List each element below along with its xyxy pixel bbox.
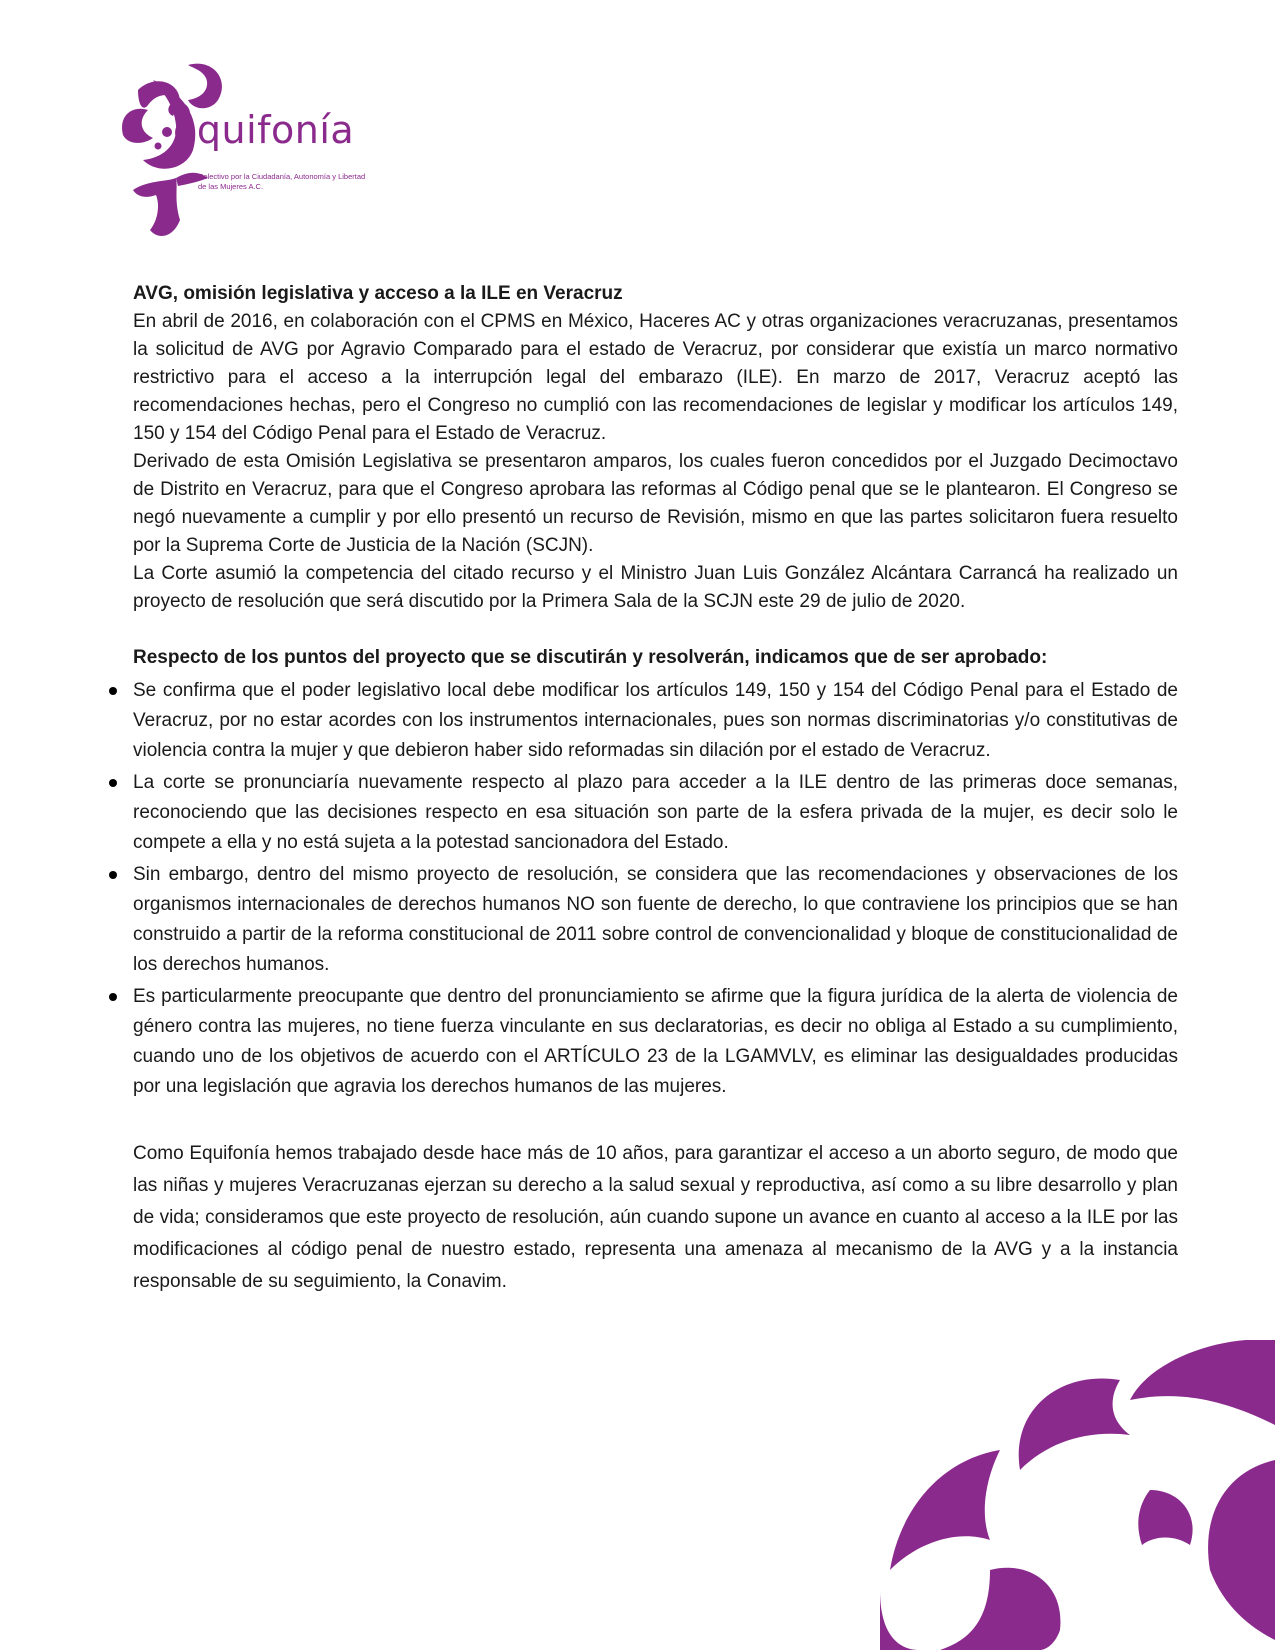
bullet-icon bbox=[109, 993, 117, 1001]
list-item-text: Sin embargo, dentro del mismo proyecto de resolución, se considera que las recomendaciones y observaciones de los organismos internacionales de derechos humanos NO son fuente de derecho, lo que contraviene los principios que se han construido a partir de la reforma constitucional de 2011 sobre control de convencionalidad y bloque de constitucionalidad de los derechos humanos. bbox=[133, 864, 1178, 975]
project-points-list bbox=[133, 676, 1178, 1102]
paragraph: Derivado de esta Omisión Legislativa se presentaron amparos, los cuales fueron concedidos por el Juzgado Decimoctavo de Distrito en Veracruz, para que el Congreso aprobara las reformas al Código penal que se le plantearon. El Congreso se negó nuevamente a cumplir y por ello presentó un recurso de Revisión, mismo en que las partes solicitaron fuera resuelto por la Suprema Corte de Justicia de la Nación (SCJN). bbox=[133, 451, 1178, 556]
equifonia-logo bbox=[118, 60, 378, 245]
bullet-icon bbox=[109, 871, 117, 879]
decorative-swirl-icon bbox=[880, 1340, 1275, 1650]
bullet-icon bbox=[109, 687, 117, 695]
logo-tagline: Colectivo por la Ciudadanía, Autonomía y Libertad de las Mujeres A.C. bbox=[198, 172, 366, 191]
section-title-project-points: Respecto de los puntos del proyecto que se discutirán y resolverán, indicamos que de ser aprobado: bbox=[133, 647, 1048, 668]
list-item bbox=[133, 676, 1178, 766]
paragraph: La Corte asumió la competencia del citado recurso y el Ministro Juan Luis González Alcántara Carrancá ha realizado un proyecto de resolución que será discutido por la Primera Sala de la SCJN este 29 de julio de 2020. bbox=[133, 563, 1178, 612]
logo-wordmark: equifonía bbox=[173, 108, 355, 152]
spacer bbox=[133, 616, 1178, 644]
list-item bbox=[133, 860, 1178, 980]
list-item bbox=[133, 768, 1178, 858]
list-item-text: Es particularmente preocupante que dentro del pronunciamiento se afirme que la figura jurídica de la alerta de violencia de género contra las mujeres, no tiene fuerza vinculante en sus declaratorias, es decir no obliga al Estado a su cumplimiento, cuando uno de los objetivos de acuerdo con el ARTÍCULO 23 de la LGAMVLV, es eliminar las desigualdades producidas por una legislación que agravia los derechos humanos de las mujeres. bbox=[133, 986, 1178, 1097]
list-item-text: Se confirma que el poder legislativo local debe modificar los artículos 149, 150 y 154 del Código Penal para el Estado de Veracruz, por no estar acordes con los instrumentos internacionales, pues son normas discriminatorias y/o constitutivas de violencia contra la mujer y que debieron haber sido reformadas sin dilación por el estado de Veracruz. bbox=[133, 680, 1178, 761]
closing-paragraph: Como Equifonía hemos trabajado desde hace más de 10 años, para garantizar el acceso a un aborto seguro, de modo que las niñas y mujeres Veracruzanas ejerzan su derecho a la salud sexual y reproductiva, así como a su libre desarrollo y plan de vida; consideramos que este proyecto de resolución, aún cuando supone un avance en cuanto al acceso a la ILE por las modificaciones al código penal de nuestro estado, representa una amenaza al mecanismo de la AVG y a la instancia responsable de su seguimiento, la Conavim. bbox=[133, 1143, 1178, 1292]
document-body bbox=[133, 280, 1178, 1298]
section-title-avg: AVG, omisión legislativa y acceso a la ILE en Veracruz bbox=[133, 283, 623, 304]
paragraph: En abril de 2016, en colaboración con el CPMS en México, Haceres AC y otras organizaciones veracruzanas, presentamos la solicitud de AVG por Agravio Comparado para el estado de Veracruz, por considerar que existía un marco normativo restrictivo para el acceso a la interrupción legal del embarazo (ILE). En marzo de 2017, Veracruz aceptó las recomendaciones hechas, pero el Congreso no cumplió con las recomendaciones de legislar y modificar los artículos 149, 150 y 154 del Código Penal para el Estado de Veracruz. bbox=[133, 311, 1178, 444]
logo-mark-icon bbox=[118, 60, 378, 245]
list-item-text: La corte se pronunciaría nuevamente respecto al plazo para acceder a la ILE dentro de las primeras doce semanas, reconociendo que las decisiones respecto en esa situación son parte de la esfera privada de la mujer, es decir solo le compete a ella y no está sujeta a la potestad sancionadora del Estado. bbox=[133, 772, 1178, 853]
bullet-icon bbox=[109, 779, 117, 787]
list-item bbox=[133, 982, 1178, 1102]
spacer bbox=[133, 1104, 1178, 1138]
